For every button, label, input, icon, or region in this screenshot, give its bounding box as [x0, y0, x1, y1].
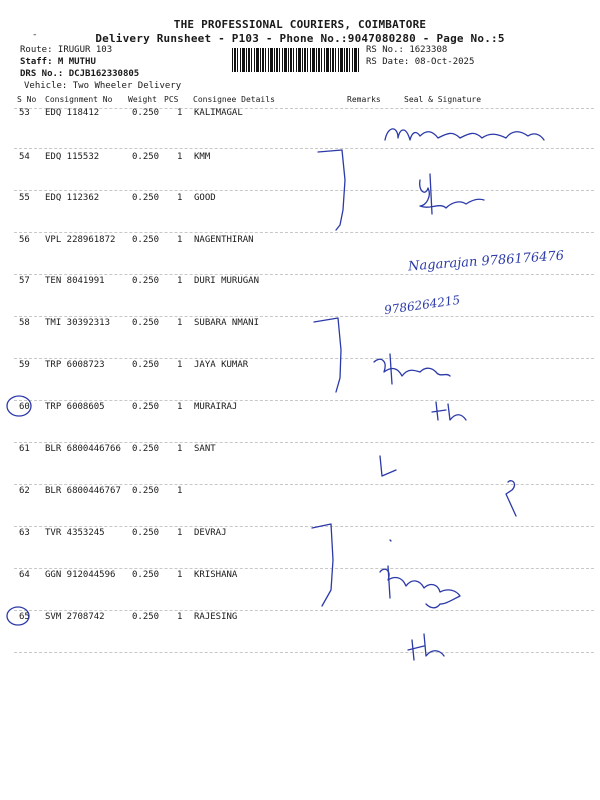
row-consignment: BLR 6800446767	[45, 486, 121, 496]
staff-label: Staff: M MUTHU	[20, 57, 96, 67]
col-remarks: Remarks	[347, 95, 381, 104]
row-sno: 55	[19, 193, 30, 203]
row-sno: 61	[19, 444, 30, 454]
row-weight: 0.250	[132, 108, 160, 118]
row-pcs: 1	[177, 612, 183, 622]
row-sno: 62	[19, 486, 30, 496]
row-sno: 64	[19, 570, 30, 580]
row-weight: 0.250	[132, 570, 160, 580]
row-pcs: 1	[177, 528, 183, 538]
row-consignment: TMI 30392313	[45, 318, 111, 328]
signature-row-53	[385, 129, 544, 140]
bracket-mark	[312, 524, 333, 606]
route-label: Route: IRUGUR 103	[20, 45, 113, 55]
row-consignee: KRISHANA	[194, 570, 238, 580]
page-title: THE PROFESSIONAL COURIERS, COIMBATORE	[173, 18, 427, 31]
row-consignment: VPL 228961872	[45, 235, 116, 245]
row-consignee: NAGENTHIRAN	[194, 235, 254, 245]
vehicle-label: Vehicle: Two Wheeler Delivery	[24, 81, 182, 91]
col-consignee: Consignee Details	[193, 95, 275, 104]
row-sno: 59	[19, 360, 30, 370]
row-sno: 53	[19, 108, 30, 118]
signature-row-65	[408, 634, 444, 660]
col-sno: S No	[17, 95, 37, 104]
row-weight: 0.250	[132, 318, 160, 328]
row-consignment: SVM 2708742	[45, 612, 105, 622]
signature-row-60	[432, 402, 466, 420]
row-consignee: SANT	[194, 444, 216, 454]
circle-mark-65	[7, 607, 29, 625]
row-pcs: 1	[177, 360, 183, 370]
col-seal-signature: Seal & Signature	[404, 95, 482, 104]
col-weight: Weight	[128, 95, 157, 104]
row-consignment: BLR 6800446766	[45, 444, 121, 454]
row-consignee: JAYA KUMAR	[194, 360, 249, 370]
col-consignment: Consignment No	[45, 95, 113, 104]
signature-row-55	[420, 180, 484, 208]
drs-number: DRS No.: DCJB162330805	[20, 69, 140, 79]
row-consignee: DEVRAJ	[194, 528, 227, 538]
row-pcs: 1	[177, 276, 183, 286]
row-weight: 0.250	[132, 235, 160, 245]
row-consignee: SUBARA NMANI	[194, 318, 260, 328]
row-sno: 54	[19, 152, 30, 162]
row-sno: 58	[19, 318, 30, 328]
signature-row-62	[506, 481, 516, 516]
bracket-mark	[314, 318, 341, 392]
row-consignment: TEN 8041991	[45, 276, 105, 286]
row-weight: 0.250	[132, 193, 160, 203]
row-consignment: TRP 6008605	[45, 402, 105, 412]
row-sno: 63	[19, 528, 30, 538]
row-consignment: TVR 4353245	[45, 528, 105, 538]
runsheet-subtitle: Delivery Runsheet - P103 - Phone No.:9047080280 - Page No.:5	[95, 32, 505, 45]
row-weight: 0.250	[132, 528, 160, 538]
row-pcs: 1	[177, 152, 183, 162]
header-dash: -	[32, 30, 38, 40]
row-pcs: 1	[177, 444, 183, 454]
row-consignee: KALIMAGAL	[194, 108, 243, 118]
row-pcs: 1	[177, 193, 183, 203]
row-consignment: EDQ 118412	[45, 108, 100, 118]
row-pcs: 1	[177, 108, 183, 118]
handwritten-signature-57: 9786264215	[383, 292, 461, 318]
row-weight: 0.250	[132, 152, 160, 162]
row-weight: 0.250	[132, 276, 160, 286]
row-pcs: 1	[177, 235, 183, 245]
row-weight: 0.250	[132, 612, 160, 622]
row-consignment: EDQ 115532	[45, 152, 100, 162]
ink-dot	[390, 540, 391, 541]
circle-mark-60	[7, 396, 31, 416]
row-consignee: GOOD	[194, 193, 216, 203]
row-pcs: 1	[177, 570, 183, 580]
row-sno: 56	[19, 235, 30, 245]
handwritten-signature-56: Nagarajan 9786176476	[407, 248, 565, 275]
bracket-mark	[318, 150, 345, 230]
row-pcs: 1	[177, 402, 183, 412]
row-consignment: TRP 6008723	[45, 360, 105, 370]
row-consignee: RAJESING	[194, 612, 238, 622]
col-pcs: PCS	[164, 95, 179, 104]
signature-row-55	[430, 174, 432, 214]
row-sno: 57	[19, 276, 30, 286]
row-pcs: 1	[177, 486, 183, 496]
row-sno: 65	[19, 612, 30, 622]
row-consignment: EDQ 112362	[45, 193, 100, 203]
row-weight: 0.250	[132, 444, 160, 454]
rs-date: RS Date: 08-Oct-2025	[366, 57, 475, 67]
row-consignee: MURAIRAJ	[194, 402, 238, 412]
row-weight: 0.250	[132, 486, 160, 496]
rs-number: RS No.: 1623308	[366, 45, 448, 55]
row-consignee: DURI MURUGAN	[194, 276, 260, 286]
row-pcs: 1	[177, 318, 183, 328]
signature-row-59	[374, 359, 450, 376]
row-consignee: KMM	[194, 152, 211, 162]
signature-row-61	[380, 456, 396, 476]
row-consignment: GGN 912044596	[45, 570, 116, 580]
row-weight: 0.250	[132, 402, 160, 412]
row-weight: 0.250	[132, 360, 160, 370]
signature-row-64	[380, 569, 460, 608]
signature-row-64	[388, 566, 390, 598]
row-sno: 60	[19, 402, 30, 412]
